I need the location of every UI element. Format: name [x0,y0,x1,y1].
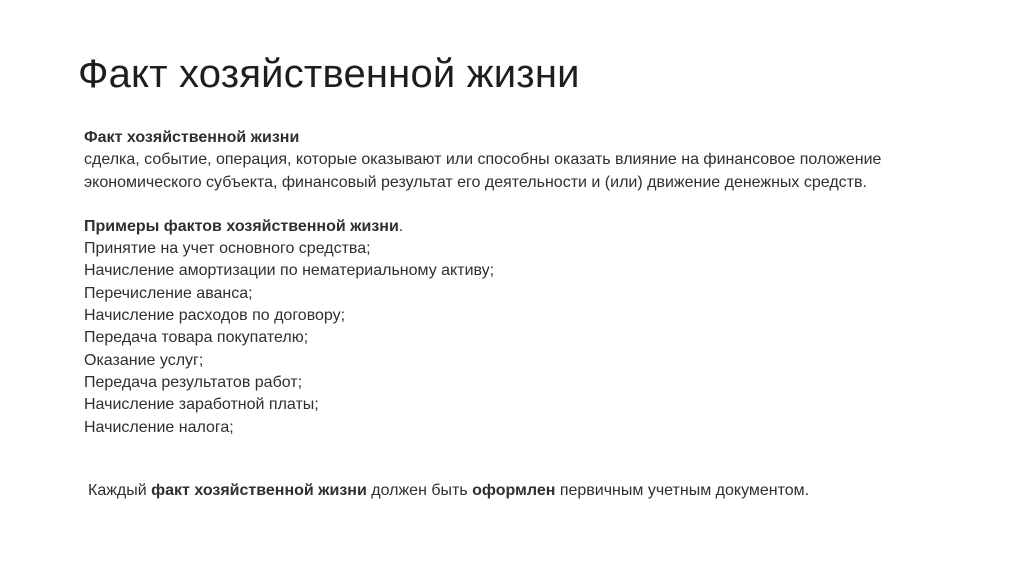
examples-heading [84,216,984,238]
spacer [84,194,984,216]
conclusion-part-5: первичным учетным документом. [555,482,810,499]
examples-list [84,238,984,439]
list-item: Передача результатов работ; [84,373,303,391]
examples-heading-text: Примеры фактов хозяйственной жизни [84,217,399,235]
definition-text-line-2: экономического субъекта, финансовый результат его деятельности и (или) движение денежных средств. [84,173,867,191]
list-item: Перечисление аванса; [84,284,253,302]
conclusion-part-3: должен быть [366,482,473,499]
list-item: Начисление амортизации по нематериальному активу; [84,262,495,280]
list-item: Начисление заработной платы; [84,396,319,414]
list-item: Передача товара покупателю; [84,329,309,347]
list-item: Оказание услуг; [84,351,204,369]
definition-text-line-1: сделка, событие, операция, которые оказывают или способны оказать влияние на финансовое положение [84,151,882,169]
slide-title: Факт хозяйственной жизни [78,52,580,96]
list-item: Начисление налога; [84,418,234,436]
slide-content [84,127,984,439]
conclusion-bold-verb: оформлен [472,482,556,499]
conclusion-part-1: Каждый [88,482,152,499]
examples-heading-suffix: . [398,217,404,235]
conclusion-text [88,480,809,502]
definition-term: Факт хозяйственной жизни [84,129,300,146]
list-item: Начисление расходов по договору; [84,307,346,325]
list-item: Принятие на учет основного средства; [84,240,371,258]
conclusion-bold-term: факт хозяйственной жизни [151,482,367,499]
